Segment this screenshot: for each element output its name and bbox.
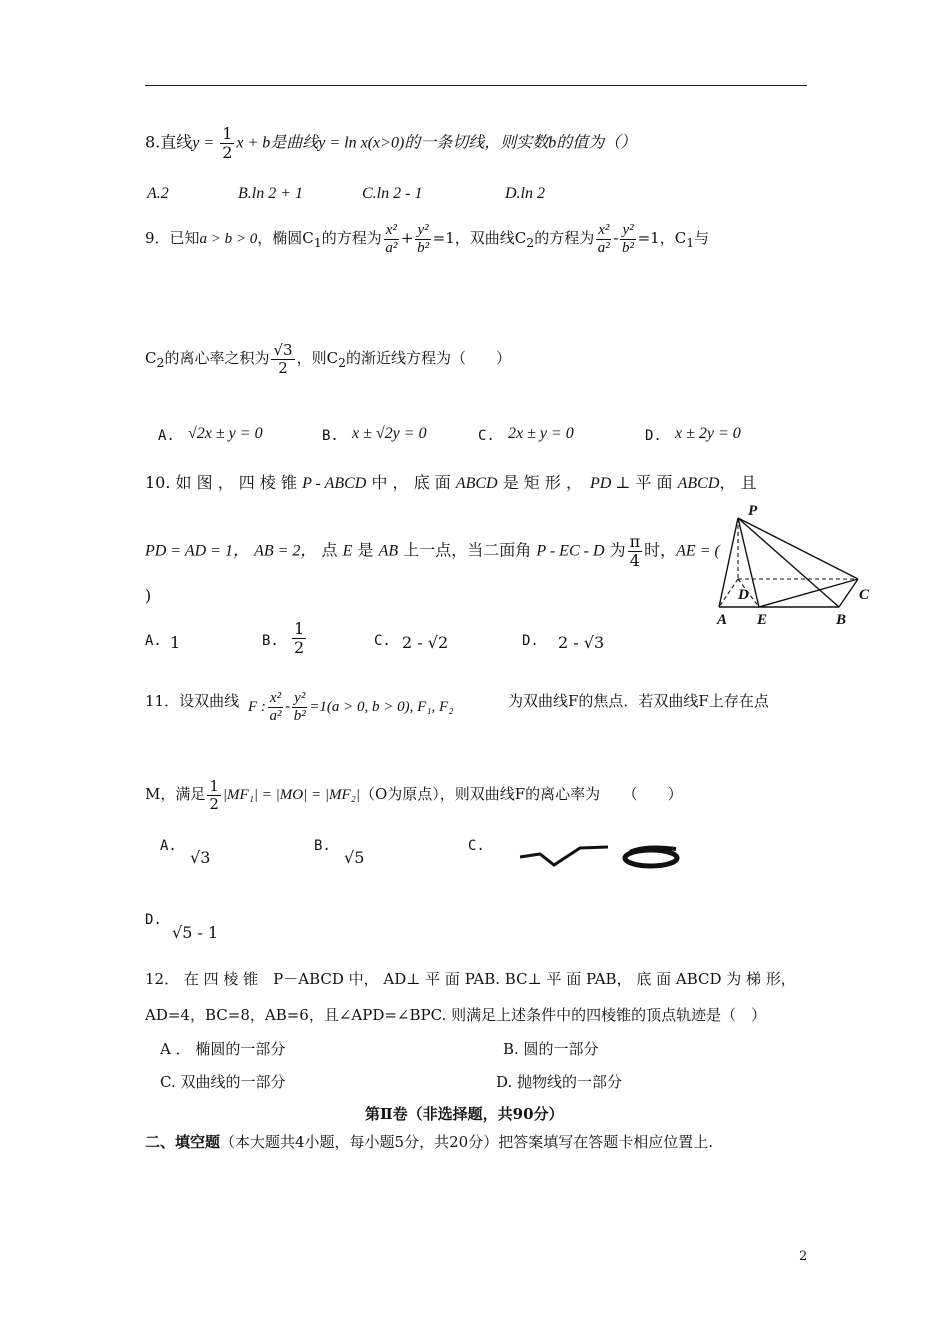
q10-close-paren: ) bbox=[145, 586, 152, 605]
q10-option-c: 2 - √2 bbox=[402, 633, 449, 652]
section-ii-title: 第Ⅱ卷（非选择题，共90分） bbox=[365, 1105, 564, 1123]
q8-eq: y = bbox=[192, 134, 219, 152]
q9-option-b: x ± √2y = 0 bbox=[352, 425, 427, 442]
question-9-line1: 9．已知a > b > 0，椭圆$C_1$的方程为 $\frac{\text{x²}}{\text{a²}}$ + $\frac{\text{y²}}{\text{b²}}$ =1，双曲线$C_2$的方程为 $\frac{\text{x²}}{\text{a²}}$ - $\frac{\text{y²}}{\text{b²}}$ =1，$C_1$与 bbox=[145, 222, 710, 256]
edge-ec bbox=[759, 579, 858, 607]
q11-option-b-label: B. bbox=[314, 838, 331, 854]
q10-option-c-label: C. bbox=[374, 633, 391, 649]
q11-option-a: √3 bbox=[190, 848, 211, 867]
q9-hyperbola-x-term: $\frac{\text{x²}}{\text{a²}}$ bbox=[597, 222, 610, 256]
q10-option-a: 1 bbox=[170, 633, 181, 652]
label-c: C bbox=[859, 587, 870, 603]
fill-in-instructions: 二、填空题（本大题共4小题，每小题5分，共20分）把答案填写在答题卡相应位置上. bbox=[145, 1133, 713, 1151]
q10-option-b: $\frac{1}{2}$ bbox=[294, 619, 305, 657]
q8-prefix: 8.直线 bbox=[145, 132, 193, 152]
q8-fraction: $\frac{1}{2}$ bbox=[222, 124, 233, 162]
pyramid-figure bbox=[712, 500, 877, 630]
question-10-line1: 10. 如 图 ， 四 棱 锥 P - ABCD 中 ， 底 面 ABCD 是 矩 形 ， PD ⊥ 平 面 ABCD， 且 bbox=[145, 473, 757, 492]
q8-option-d: D.ln 2 bbox=[505, 185, 545, 202]
q9-option-c-label: C. bbox=[478, 428, 495, 444]
question-9-line2: $C_2$的离心率之积为 $\frac{√3}{2}$ ，则$C_2$的渐近线方程为（ ） bbox=[145, 341, 512, 377]
q9-eccentricity-fraction: $\frac{√3}{2}$ bbox=[273, 341, 293, 377]
q9-option-a: √2x ± y = 0 bbox=[188, 425, 263, 442]
q12-option-d: D. 抛物线的一部分 bbox=[496, 1073, 623, 1091]
question-11-line2: M，满足 $\frac{1}{2}$ |MF₁| = |MO| = |MF₂|（O为原点），则双曲线F的离心率为 （ ） bbox=[145, 777, 683, 813]
q9-ellipse-y-term: $\frac{\text{y²}}{\text{b²}}$ bbox=[417, 222, 430, 256]
q9-hyperbola-y-term: $\frac{\text{y²}}{\text{b²}}$ bbox=[622, 222, 635, 256]
question-11-line1b: 为双曲线F的焦点．若双曲线F上存在点 bbox=[508, 692, 769, 710]
q11-option-b: √5 bbox=[344, 848, 365, 867]
header-rule bbox=[145, 85, 807, 86]
q11-option-c-label: C. bbox=[468, 838, 485, 854]
label-a: A bbox=[717, 612, 728, 628]
q9-ellipse-x-term: $\frac{\text{x²}}{\text{a²}}$ bbox=[385, 222, 398, 256]
label-d: D bbox=[738, 587, 749, 603]
edge-pc bbox=[738, 518, 858, 579]
q8-option-a: A.2 bbox=[147, 185, 169, 202]
q10-option-d-label: D. bbox=[522, 633, 539, 649]
q9-option-c: 2x ± y = 0 bbox=[508, 425, 574, 442]
q10-option-d: 2 - √3 bbox=[558, 633, 605, 652]
q12-option-b: B. 圆的一部分 bbox=[503, 1040, 599, 1058]
question-10-line2: PD = AD = 1， AB = 2， 点 E 是 AB 上一点，当二面角 P - EC - D 为 $\frac{\pi}{4}$ 时，AE = ( bbox=[145, 532, 720, 570]
q11-option-d: √5 - 1 bbox=[172, 923, 219, 942]
question-12-line1: 12． 在 四 棱 锥 P－ABCD 中， AD⊥ 平 面 PAB. BC⊥ 平 面 PAB， 底 面 ABCD 为 梯 形， bbox=[145, 970, 796, 988]
label-e: E bbox=[757, 612, 768, 628]
q10-option-b-label: B. bbox=[262, 633, 279, 649]
q11-option-c-sqrt6-image bbox=[518, 843, 690, 869]
q8-rest: x + b是曲线y = ln x(x>0)的一条切线，则实数b的值为（） bbox=[236, 134, 637, 152]
q8-option-b: B.ln 2 + 1 bbox=[238, 185, 304, 202]
q9-option-a-label: A. bbox=[158, 428, 175, 444]
q10-option-a-label: A. bbox=[145, 633, 162, 649]
q12-option-c: C. 双曲线的一部分 bbox=[160, 1073, 286, 1091]
q10-pi-fraction: $\frac{\pi}{4}$ bbox=[629, 532, 641, 570]
question-11-line1a: 11．设双曲线 bbox=[145, 692, 240, 710]
q11-option-d-label: D. bbox=[145, 912, 162, 928]
q12-option-a: A ． 椭圆的一部分 bbox=[160, 1040, 286, 1058]
q9-option-d: x ± 2y = 0 bbox=[675, 425, 741, 442]
page-number: 2 bbox=[799, 1249, 808, 1264]
label-b: B bbox=[836, 612, 847, 628]
q9-option-b-label: B. bbox=[322, 428, 339, 444]
label-p: P bbox=[748, 503, 758, 519]
question-8 bbox=[145, 125, 636, 161]
q9-option-d-label: D. bbox=[645, 428, 662, 444]
edge-pb bbox=[738, 518, 839, 607]
q11-option-a-label: A. bbox=[160, 838, 177, 854]
q8-option-c: C.ln 2 - 1 bbox=[362, 185, 423, 202]
question-12-line2: AD=4，BC=8，AB=6，且∠APD=∠BPC. 则满足上述条件中的四棱锥的顶点轨迹是（ ） bbox=[145, 1006, 767, 1024]
q11-hyperbola-equation: F : $\frac{\text{x²}}{\text{a²}}$ - $\frac{\text{y²}}{\text{b²}}$ =1(a > 0, b > 0), F₁, F₂ bbox=[248, 690, 454, 724]
